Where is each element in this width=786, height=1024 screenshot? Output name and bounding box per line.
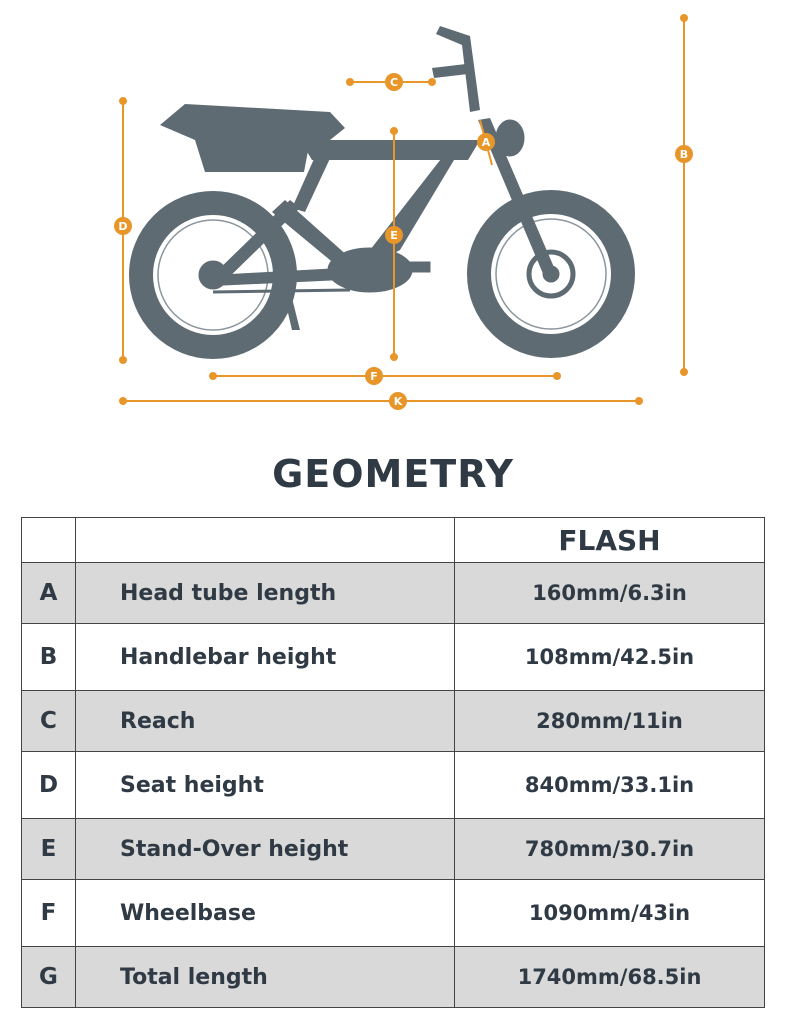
table-row (22, 880, 765, 947)
marker-a (477, 133, 495, 151)
bike-illustration (141, 26, 623, 347)
table-header-row (22, 518, 765, 563)
marker-d (114, 217, 132, 235)
row-value: 780mm/30.7in (455, 819, 765, 880)
seat (160, 104, 345, 140)
model-name: FLASH (455, 518, 765, 563)
svg-text:A: A (481, 136, 491, 149)
row-label: Handlebar height (76, 624, 455, 691)
table-row (22, 624, 765, 691)
row-value: 1090mm/43in (455, 880, 765, 947)
row-key: C (22, 691, 76, 752)
marker-f (365, 367, 383, 385)
row-key: D (22, 752, 76, 819)
row-key: E (22, 819, 76, 880)
row-value: 108mm/42.5in (455, 624, 765, 691)
row-label: Reach (76, 691, 455, 752)
geometry-table (21, 517, 765, 1008)
row-label: Seat height (76, 752, 455, 819)
row-label: Wheelbase (76, 880, 455, 947)
svg-text:E: E (390, 229, 398, 242)
table-row (22, 563, 765, 624)
row-value: 160mm/6.3in (455, 563, 765, 624)
marker-b (675, 145, 693, 163)
table-row (22, 752, 765, 819)
row-key: B (22, 624, 76, 691)
svg-text:F: F (370, 370, 378, 383)
row-value: 840mm/33.1in (455, 752, 765, 819)
svg-text:B: B (679, 148, 689, 161)
row-value: 1740mm/68.5in (455, 947, 765, 1008)
marker-k (389, 392, 407, 410)
bike-geometry-diagram (0, 0, 786, 430)
svg-text:D: D (118, 220, 128, 233)
row-value: 280mm/11in (455, 691, 765, 752)
row-key: A (22, 563, 76, 624)
table-row (22, 947, 765, 1008)
marker-e (385, 226, 403, 244)
geometry-heading: GEOMETRY (272, 452, 514, 496)
table-row (22, 691, 765, 752)
row-label: Head tube length (76, 563, 455, 624)
svg-text:C: C (389, 76, 399, 89)
marker-c (385, 73, 403, 91)
table-row (22, 819, 765, 880)
row-key: G (22, 947, 76, 1008)
row-label: Stand-Over height (76, 819, 455, 880)
row-label: Total length (76, 947, 455, 1008)
row-key: F (22, 880, 76, 947)
svg-text:K: K (393, 395, 403, 408)
